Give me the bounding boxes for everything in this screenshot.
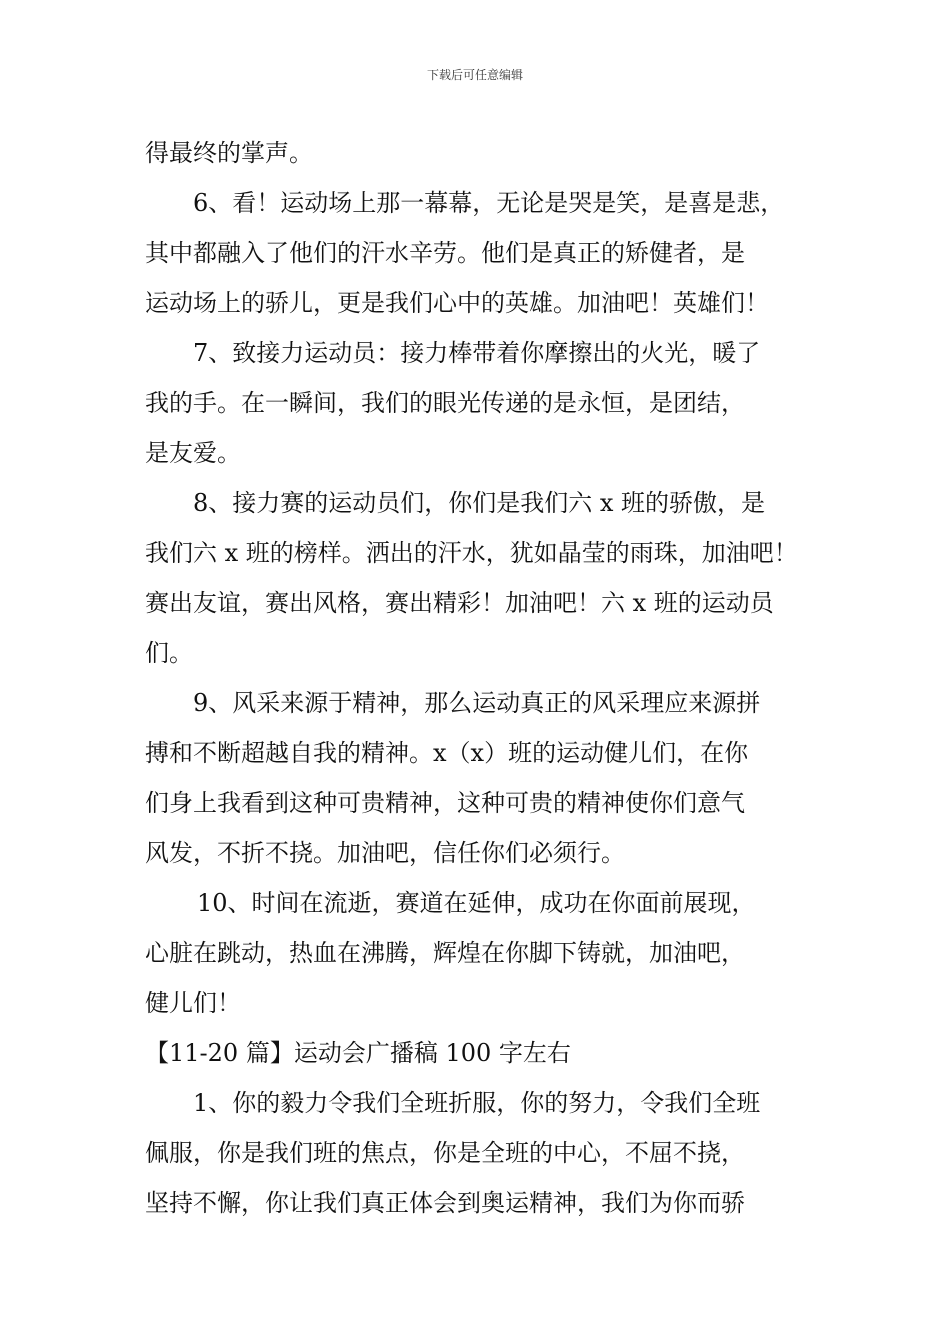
paragraph-line: 搏和不断超越自我的精神。x（x）班的运动健儿们，在你 — [145, 739, 749, 767]
paragraph-line: 是友爱。 — [145, 439, 241, 467]
paragraph-line: 们身上我看到这种可贵精神，这种可贵的精神使你们意气 — [145, 789, 745, 817]
paragraph-line: 7、致接力运动员：接力棒带着你摩擦出的火光，暖了 — [193, 339, 761, 367]
document-body — [145, 128, 835, 1228]
section-heading: 【11-20 篇】运动会广播稿 100 字左右 — [145, 1039, 571, 1067]
paragraph-line: 9、风采来源于精神，那么运动真正的风采理应来源拼 — [193, 689, 761, 717]
paragraph-line: 1、你的毅力令我们全班折服，你的努力，令我们全班 — [193, 1089, 761, 1117]
paragraph-line: 10、时间在流逝，赛道在延伸，成功在你面前展现， — [197, 889, 756, 917]
paragraph-line: 心脏在跳动，热血在沸腾，辉煌在你脚下铸就，加油吧， — [145, 939, 745, 967]
paragraph-line: 8、接力赛的运动员们，你们是我们六 x 班的骄傲，是 — [193, 489, 766, 517]
paragraph-line: 运动场上的骄儿，更是我们心中的英雄。加油吧！英雄们！ — [145, 289, 769, 317]
paragraph-line: 得最终的掌声。 — [145, 139, 313, 167]
paragraph-line: 佩服，你是我们班的焦点，你是全班的中心，不屈不挠， — [145, 1139, 745, 1167]
paragraph-line: 其中都融入了他们的汗水辛劳。他们是真正的矫健者，是 — [145, 239, 745, 267]
paragraph-line: 风发，不折不挠。加油吧，信任你们必须行。 — [145, 839, 625, 867]
paragraph-line: 6、看！运动场上那一幕幕，无论是哭是笑，是喜是悲， — [193, 189, 785, 217]
paragraph-line: 我的手。在一瞬间，我们的眼光传递的是永恒，是团结， — [145, 389, 745, 417]
page-header: 下载后可任意编辑 — [426, 68, 523, 82]
paragraph-line: 我们六 x 班的榜样。洒出的汗水，犹如晶莹的雨珠，加油吧！ — [145, 539, 798, 567]
paragraph-line: 赛出友谊，赛出风格，赛出精彩！加油吧！六 x 班的运动员 — [145, 589, 774, 617]
paragraph-line: 健儿们！ — [145, 989, 241, 1017]
paragraph-line: 坚持不懈，你让我们真正体会到奥运精神，我们为你而骄 — [145, 1189, 745, 1217]
paragraph-line: 们。 — [145, 639, 193, 667]
